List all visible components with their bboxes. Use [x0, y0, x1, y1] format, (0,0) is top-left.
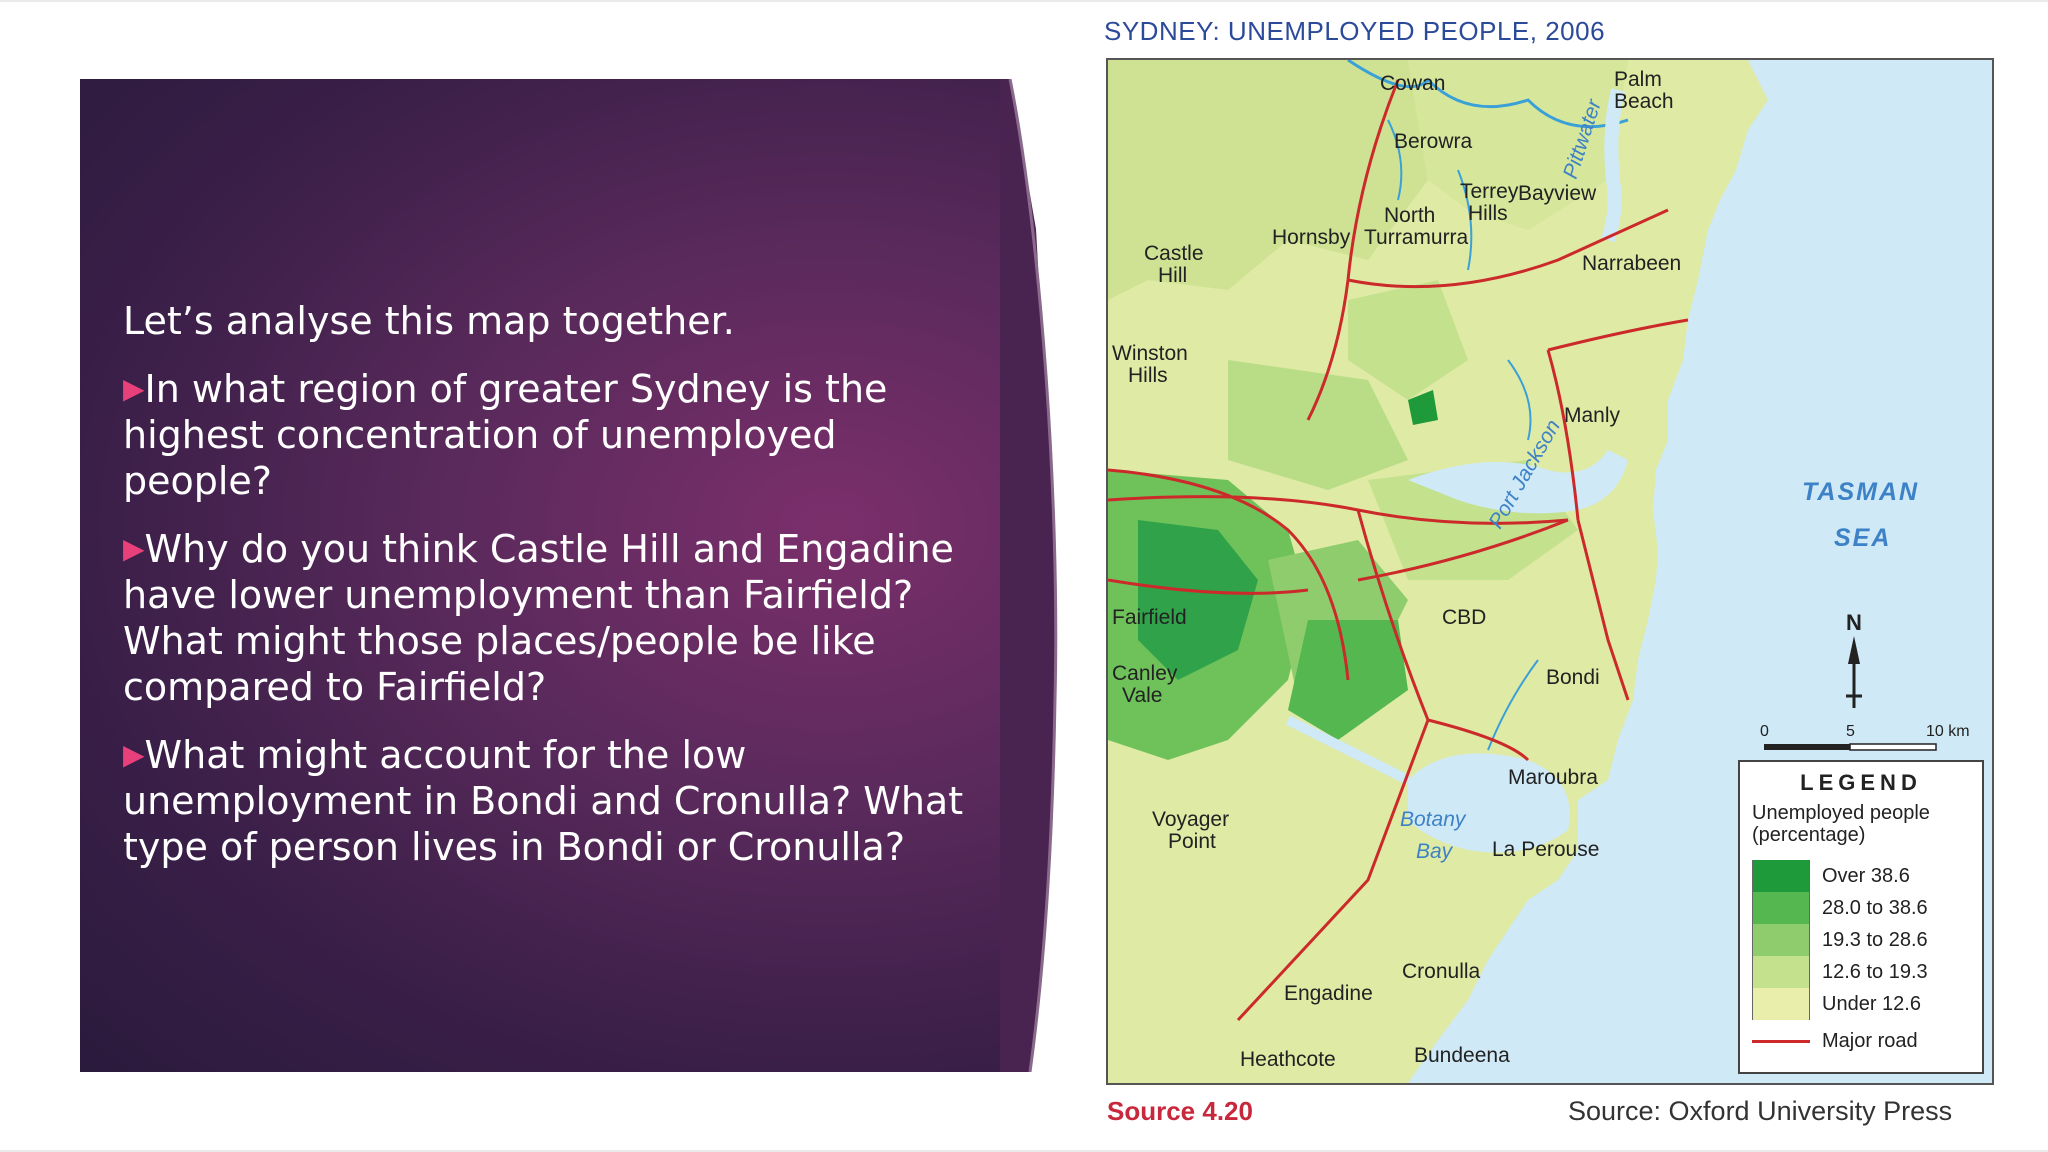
place-cronulla: Cronulla — [1402, 960, 1481, 983]
scale-label-zero: 0 — [1760, 723, 1769, 740]
question-text — [123, 298, 983, 892]
place-castle: Castle — [1144, 242, 1204, 265]
source-credit: Source: Oxford University Press — [1568, 1096, 1953, 1126]
place-fairfield: Fairfield — [1112, 606, 1187, 629]
scale-label-five: 5 — [1846, 723, 1855, 740]
botany-bay-label-line2: Bay — [1416, 840, 1453, 863]
legend-label: 12.6 to 19.3 — [1822, 960, 1928, 983]
place-bundeena: Bundeena — [1414, 1044, 1510, 1067]
legend-label: Under 12.6 — [1822, 992, 1921, 1015]
place-canley: Canley — [1112, 662, 1178, 685]
legend-swatch — [1752, 860, 1810, 892]
place-manly: Manly — [1564, 404, 1621, 427]
place-maroubra: Maroubra — [1508, 766, 1598, 789]
tasman-label: TASMAN — [1802, 478, 1920, 506]
map-legend — [1738, 760, 1984, 1074]
place-beach: Beach — [1614, 90, 1674, 113]
place-heathcote: Heathcote — [1240, 1048, 1336, 1071]
legend-item-major-road — [1752, 1030, 1918, 1053]
legend-road-label: Major road — [1822, 1030, 1918, 1052]
legend-item-12-6-to-19-3 — [1752, 956, 1972, 988]
source-number: Source 4.20 — [1107, 1096, 1253, 1126]
place-palm: Palm — [1614, 68, 1662, 91]
place-hill: Hill — [1158, 264, 1188, 287]
place-berowra: Berowra — [1394, 130, 1473, 153]
place-point: Point — [1168, 830, 1216, 853]
north-arrow-icon — [1846, 610, 1862, 708]
question-1-text: In what region of greater Sydney is the highest concentration of unemployed people? — [123, 367, 888, 503]
intro-text: Let’s analyse this map together. — [123, 299, 735, 343]
place-hornsby: Hornsby — [1272, 226, 1351, 249]
legend-title: LEGEND — [1800, 770, 1922, 795]
question-3-text: What might account for the low unemployment in Bondi and Cronulla? What type of person lives in Bondi or Cronulla? — [123, 733, 964, 869]
sea-label: SEA — [1834, 524, 1892, 552]
legend-label: Over 38.6 — [1822, 864, 1910, 887]
question-2-text: Why do you think Castle Hill and Engadine have lower unemployment than Fairfield? What might those places/people be like compared to Fairfield? — [123, 527, 954, 709]
place-winston: Winston — [1112, 342, 1188, 365]
panel-curved-edge — [1000, 79, 1080, 1072]
legend-subtitle — [1752, 802, 1982, 846]
question-1 — [123, 366, 983, 504]
place-winston-hills: Hills — [1128, 364, 1168, 387]
legend-swatch — [1752, 988, 1810, 1020]
legend-swatch — [1752, 892, 1810, 924]
place-turramurra: Turramurra — [1364, 226, 1469, 249]
legend-subtitle-line2: (percentage) — [1752, 824, 1866, 846]
svg-text:N: N — [1846, 610, 1862, 635]
legend-item-19-3-to-28-6 — [1752, 924, 1972, 956]
place-bayview: Bayview — [1518, 182, 1597, 205]
legend-label: 19.3 to 28.6 — [1822, 928, 1928, 951]
place-bondi: Bondi — [1546, 666, 1600, 689]
legend-label: 28.0 to 38.6 — [1822, 896, 1928, 919]
place-north: North — [1384, 204, 1436, 227]
legend-swatch — [1752, 924, 1810, 956]
top-divider — [0, 0, 2048, 2]
major-road-line — [1752, 1040, 1810, 1043]
place-engadine: Engadine — [1284, 982, 1373, 1005]
place-terrey: Terrey — [1460, 180, 1519, 203]
scale-bar — [1760, 723, 1970, 750]
place-voyager: Voyager — [1152, 808, 1230, 831]
legend-item-over-38-6 — [1752, 860, 1972, 892]
place-pittwater: Pittwater — [1558, 96, 1607, 182]
bullet-arrow-icon: ▶ — [123, 738, 145, 771]
bullet-arrow-icon: ▶ — [123, 532, 145, 565]
map-title: SYDNEY: UNEMPLOYED PEOPLE, 2006 — [1104, 16, 1606, 46]
botany-bay-label-line1: Botany — [1400, 808, 1466, 831]
legend-item-under-12-6 — [1752, 988, 1972, 1020]
legend-item-28-to-38-6 — [1752, 892, 1972, 924]
question-2 — [123, 526, 983, 710]
bullet-arrow-icon: ▶ — [123, 372, 145, 405]
place-cowan: Cowan — [1380, 72, 1446, 95]
place-narrabeen: Narrabeen — [1582, 252, 1682, 275]
place-vale: Vale — [1122, 684, 1163, 707]
legend-subtitle-line1: Unemployed people — [1752, 802, 1930, 824]
place-terrey-hills: Hills — [1468, 202, 1508, 225]
legend-swatch — [1752, 956, 1810, 988]
question-3 — [123, 732, 983, 870]
scale-label-ten: 10 km — [1926, 723, 1970, 740]
place-cbd: CBD — [1442, 606, 1487, 629]
place-la-perouse: La Perouse — [1492, 838, 1600, 861]
place-port-jackson: Port Jackson — [1484, 415, 1566, 533]
